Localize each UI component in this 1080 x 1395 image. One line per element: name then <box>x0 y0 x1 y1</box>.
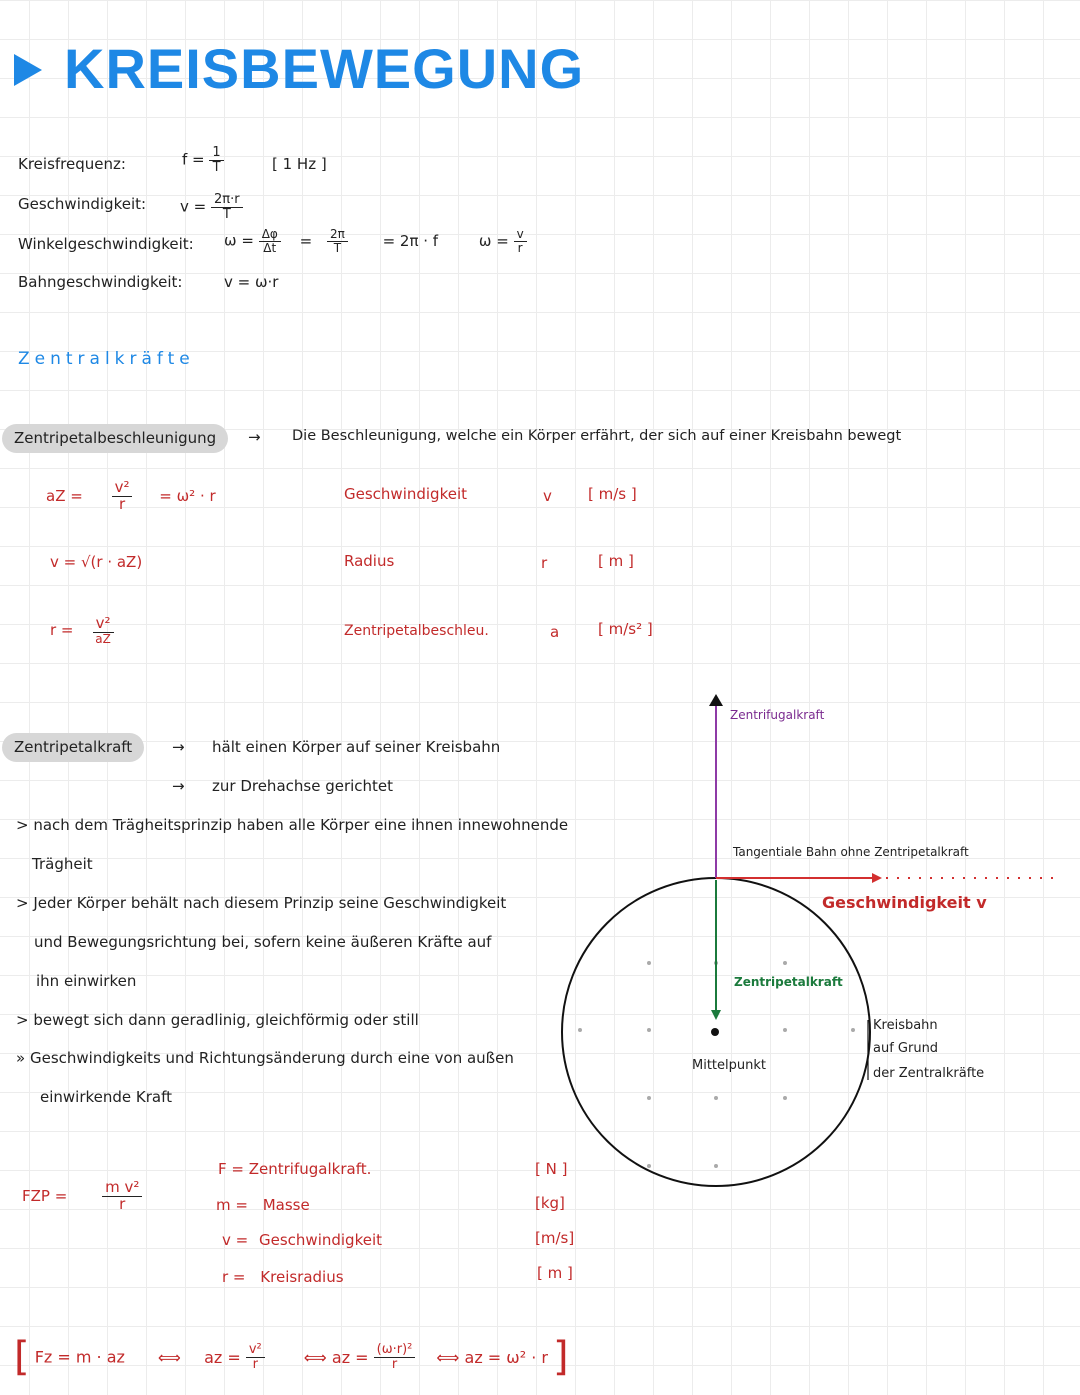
zentripetalbeschleunigung-arrow: → <box>248 428 261 446</box>
zentripetalkraft-arrow-1: → <box>172 738 185 756</box>
bullet-richtungsaenderung: » Geschwindigkeits und Richtungsänderung durch eine von außen <box>16 1049 514 1067</box>
bullet-geradlinig: > bewegt sich dann geradlinig, gleichförmig oder still <box>16 1011 419 1029</box>
fzp-formula: FZP = $\frac{\text{m v²}}{r}$ <box>22 1180 142 1213</box>
legend-zentripetalbeschleu-sym: a <box>550 623 560 641</box>
fzp-legend-r-unit: [ m ] <box>537 1264 573 1282</box>
legend-geschwindigkeit-sym: v <box>543 487 552 505</box>
fzp-legend-v-unit: [m/s] <box>535 1229 575 1247</box>
zentripetalkraft-arrow-2: → <box>172 777 185 795</box>
zentripetalkraft-pill: Zentripetalkraft <box>2 733 144 762</box>
kreisbahn-label-2: auf Grund <box>873 1041 939 1056</box>
fzp-legend-f: F = Zentrifugalkraft. <box>218 1160 372 1178</box>
fzp-legend-v: v = Geschwindigkeit <box>222 1231 383 1249</box>
bullet-traegheit: > nach dem Trägheitsprinzip haben alle Körper eine ihnen innewohnende <box>16 816 569 834</box>
bullet-jeder-koerper-cont-1: und Bewegungsrichtung bei, sofern keine äußeren Kräfte auf <box>34 933 492 951</box>
r-formula: r = $\frac{\text{v²}}{aZ}$ <box>50 616 114 645</box>
bottom-formula-chain: [ Fz = m · az ⟺ az = $\frac{\text{v²}}{r}$ ⟺ az = $\frac{\text{(ω·r)²}}{r}$ ⟺ az = ω² · r ] <box>14 1334 569 1380</box>
mittelpunkt-dot <box>711 1028 719 1036</box>
zentripetalbeschleunigung-definition: Die Beschleunigung, welche ein Körper erfährt, der sich auf einer Kreisbahn bewegt <box>292 428 902 444</box>
winkelgeschwindigkeit-formula: ω = $\frac{\Delta\varphi}{\Delta t}$ = $\frac{2\pi}{T}$ = 2π · f ω = $\frac{v}{r}$ <box>224 228 527 254</box>
zentripetalkraft-arrow-head <box>711 1010 721 1020</box>
az-formula: aZ = $\frac{\text{v²}}{r}$ = ω² · r <box>46 478 216 513</box>
geschwindigkeit-arrow-head <box>872 873 882 883</box>
geschwindigkeit-v-label: Geschwindigkeit v <box>822 893 987 912</box>
bahngeschwindigkeit-label: Bahngeschwindigkeit: <box>18 273 183 291</box>
fzp-legend-m: m = Masse <box>216 1196 310 1214</box>
fzp-legend-f-unit: [ N ] <box>535 1160 568 1178</box>
zentripetalkraft-label: Zentripetalkraft <box>734 975 843 989</box>
zentrifugalkraft-label: Zentrifugalkraft <box>730 708 825 722</box>
kreisfrequenz-label: Kreisfrequenz: <box>18 155 126 173</box>
bullet-traegheit-cont: Trägheit <box>32 855 93 873</box>
legend-geschwindigkeit-unit: [ m/s ] <box>588 485 637 503</box>
zentripetalbeschleunigung-pill: Zentripetalbeschleunigung <box>2 424 228 453</box>
page-title: KREISBEWEGUNG <box>64 37 585 100</box>
geschwindigkeit-formula: v = $\frac{2\pi\cdot r}{T}$ <box>180 193 243 221</box>
zentripetalkraft-line-1: hält einen Körper auf seiner Kreisbahn <box>212 738 501 756</box>
legend-radius: Radius <box>344 552 395 570</box>
bullet-richtungsaenderung-cont: einwirkende Kraft <box>40 1088 173 1106</box>
zentripetalkraft-line-2: zur Drehachse gerichtet <box>212 777 394 795</box>
bullet-jeder-koerper-cont-2: ihn einwirken <box>36 972 137 990</box>
bahngeschwindigkeit-formula: v = ω·r <box>224 273 279 291</box>
kreisbahn-label-3: der Zentralkräfte <box>873 1066 985 1081</box>
legend-radius-sym: r <box>541 554 548 572</box>
fzp-legend-r: r = Kreisradius <box>222 1268 344 1286</box>
fzp-legend-m-unit: [kg] <box>535 1194 565 1212</box>
geschwindigkeit-label: Geschwindigkeit: <box>18 195 147 213</box>
mittelpunkt-label: Mittelpunkt <box>692 1058 766 1073</box>
kreisfrequenz-unit: [ 1 Hz ] <box>272 155 327 173</box>
legend-zentripetalbeschleu-unit: [ m/s² ] <box>598 620 653 638</box>
kreisfrequenz-formula: f = $\frac{1}{T}$ <box>182 146 224 174</box>
bullet-jeder-koerper: > Jeder Körper behält nach diesem Prinzip seine Geschwindigkeit <box>16 894 507 912</box>
legend-geschwindigkeit: Geschwindigkeit <box>344 485 468 503</box>
kreisbahn-label-1: Kreisbahn <box>873 1018 938 1033</box>
legend-zentripetalbeschleu: Zentripetalbeschleu. <box>344 623 489 639</box>
zentrifugalkraft-arrow-head <box>709 694 723 706</box>
zentralkraefte-heading: Zentralkräfte <box>18 349 195 369</box>
legend-radius-unit: [ m ] <box>598 552 634 570</box>
tangentiale-bahn-label: Tangentiale Bahn ohne Zentripetalkraft <box>733 845 969 859</box>
winkelgeschwindigkeit-label: Winkelgeschwindigkeit: <box>18 235 194 253</box>
v-formula: v = √(r · aZ) <box>50 553 143 571</box>
